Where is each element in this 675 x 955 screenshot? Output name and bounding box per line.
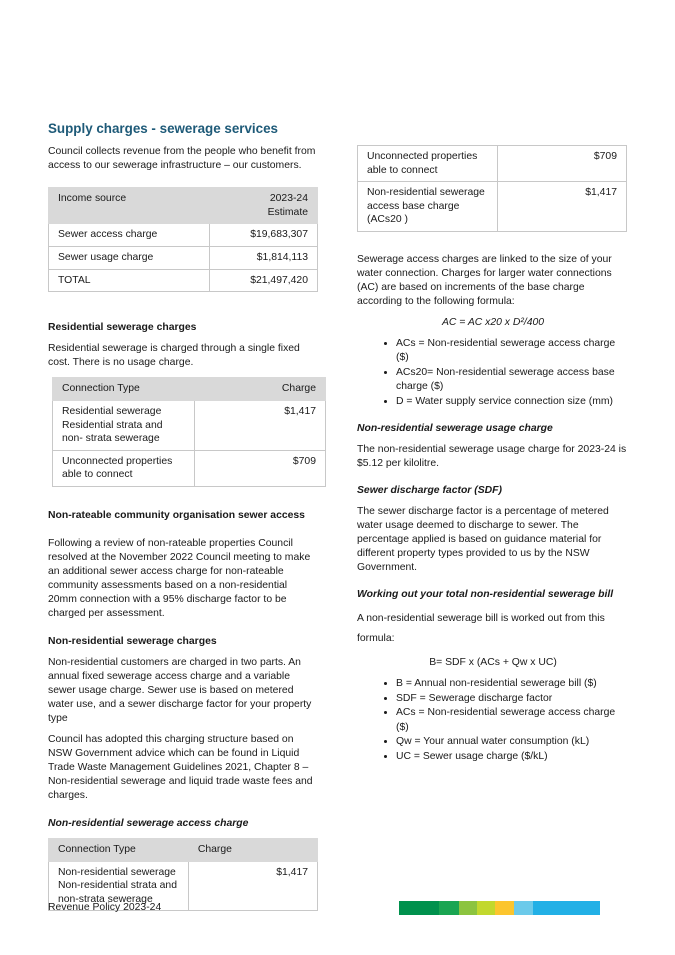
table-header-cell: Charge [194,378,325,401]
right-column [357,145,629,764]
brand-bar-segment [533,901,600,915]
table-row [49,247,318,270]
table-row [53,450,326,486]
brand-bar-segment [514,901,533,915]
table-header-cell: 2023-24 Estimate [210,188,318,224]
nonresidential-access-table-continued [357,145,627,232]
table-header-row [49,188,318,224]
list-item: • UC = Sewer usage charge ($/kL) [396,750,629,765]
income-table [48,187,318,292]
list-item: • D = Water supply service connection size (mm) [396,395,629,410]
section-heading: Non-residential sewerage charges [48,635,217,647]
table-cell: Unconnected properties able to connect [358,146,498,182]
brand-bar-segment [495,901,514,915]
table-cell: Sewer access charge [49,224,210,247]
table-header-row [49,838,318,861]
list-item: • ACs = Non-residential sewerage access charge ($) [396,706,629,735]
list-item: • ACs = Non-residential sewerage access charge ($) [396,337,629,366]
brand-bar-segment [439,901,459,915]
usage-text: The non-residential sewerage usage charge for 2023-24 is $5.12 per kilolitre. [357,444,627,470]
table-header-row [53,378,326,401]
section-heading: Non-residential sewerage usage charge [357,423,553,435]
bill-formula: B= SDF x (ACs + Qw x UC) [429,657,557,669]
table-cell: $19,683,307 [210,224,318,247]
table-cell: Sewer usage charge [49,247,210,270]
intro-text: Council collects revenue from the people who benefit from access to our sewerage infrastructure – our customers. [48,146,316,171]
section-heading: Working out your total non-residential sewerage bill [357,589,614,601]
table-row [49,269,318,292]
section-heading: Sewer discharge factor (SDF) [357,485,502,497]
table-cell: $1,814,113 [210,247,318,270]
access-formula: AC = AC x20 x D²/400 [441,316,545,328]
table-cell: TOTAL [49,269,210,292]
section-heading: Residential sewerage charges [48,322,197,334]
nonrateable-text: Following a review of non-rateable properties Council resolved at the November 2022 Council meeting to make an additional sewer access charge for non-rateable community assessments based on a non-residential 20mm connection with a 95% discharge factor to be charged per assessment. [48,537,311,619]
table-cell: $1,417 [497,182,626,232]
table-cell: $21,497,420 [210,269,318,292]
access-formula-text: Sewerage access charges are linked to the size of your water connection. Charges for larger water connections (AC) are based on increments of the base charge according to the following formula: [357,253,612,307]
section-heading: Non-residential sewerage access charge [48,817,249,829]
bill-text: A non-residential sewerage bill is worked out from this formula: [357,613,605,645]
table-header-cell: Connection Type [53,378,195,401]
formula-legend-list [357,337,629,410]
table-row [358,182,627,232]
section-heading: Non-rateable community organisation sewer access [48,509,305,521]
sdf-text: The sewer discharge factor is a percentage of metered water usage deemed to discharge to sewer. The percentage applied is based on guidance material for different property types provided to us by the NSW Government. [357,506,609,574]
table-row [53,400,326,450]
left-column [48,145,318,911]
table-cell: $1,417 [188,861,317,911]
table-cell: $1,417 [194,400,325,450]
table-header-cell: Connection Type [49,838,189,861]
table-cell: Non-residential sewerage access base charge (ACs20 ) [358,182,498,232]
page-title: Supply charges - sewerage services [48,121,278,136]
table-cell: Unconnected properties able to connect [53,450,195,486]
list-item: • SDF = Sewerage discharge factor [396,692,629,707]
nonresidential-text-2: Council has adopted this charging structure based on NSW Government advice which can be found in Liquid Trade Waste Management Guidelines 2021, Chapter 8 – Non-residential sewerage and liquid trade waste fees and charges. [48,733,313,801]
table-header-cell: Charge [188,838,317,861]
brand-bar-segment [459,901,477,915]
residential-table [52,377,326,487]
footer-text: Revenue Policy 2023-24 [48,902,162,913]
nonresidential-text-1: Non-residential customers are charged in two parts. An annual fixed sewerage access charge and a variable sewer usage charge. Sewer use is based on metered water use, and a sewer discharge factor for your property type [48,656,312,724]
list-item: • Qw = Your annual water consumption (kL) [396,735,629,750]
list-item: • ACs20= Non-residential sewerage access base charge ($) [396,366,629,395]
table-cell: $709 [497,146,626,182]
table-cell: Non-residential sewerage Non-residential strata and non-strata sewerage [49,861,189,911]
brand-bar-segment [399,901,439,915]
formula-legend-list [357,677,629,764]
brand-bar-segment [477,901,495,915]
list-item: • B = Annual non-residential sewerage bill ($) [396,677,629,692]
table-cell: Residential sewerage Residential strata and non- strata sewerage [53,400,195,450]
table-header-cell: Income source [49,188,210,224]
table-row [358,146,627,182]
table-row [49,224,318,247]
table-cell: $709 [194,450,325,486]
residential-text: Residential sewerage is charged through a single fixed cost. There is no usage charge. [48,343,300,369]
